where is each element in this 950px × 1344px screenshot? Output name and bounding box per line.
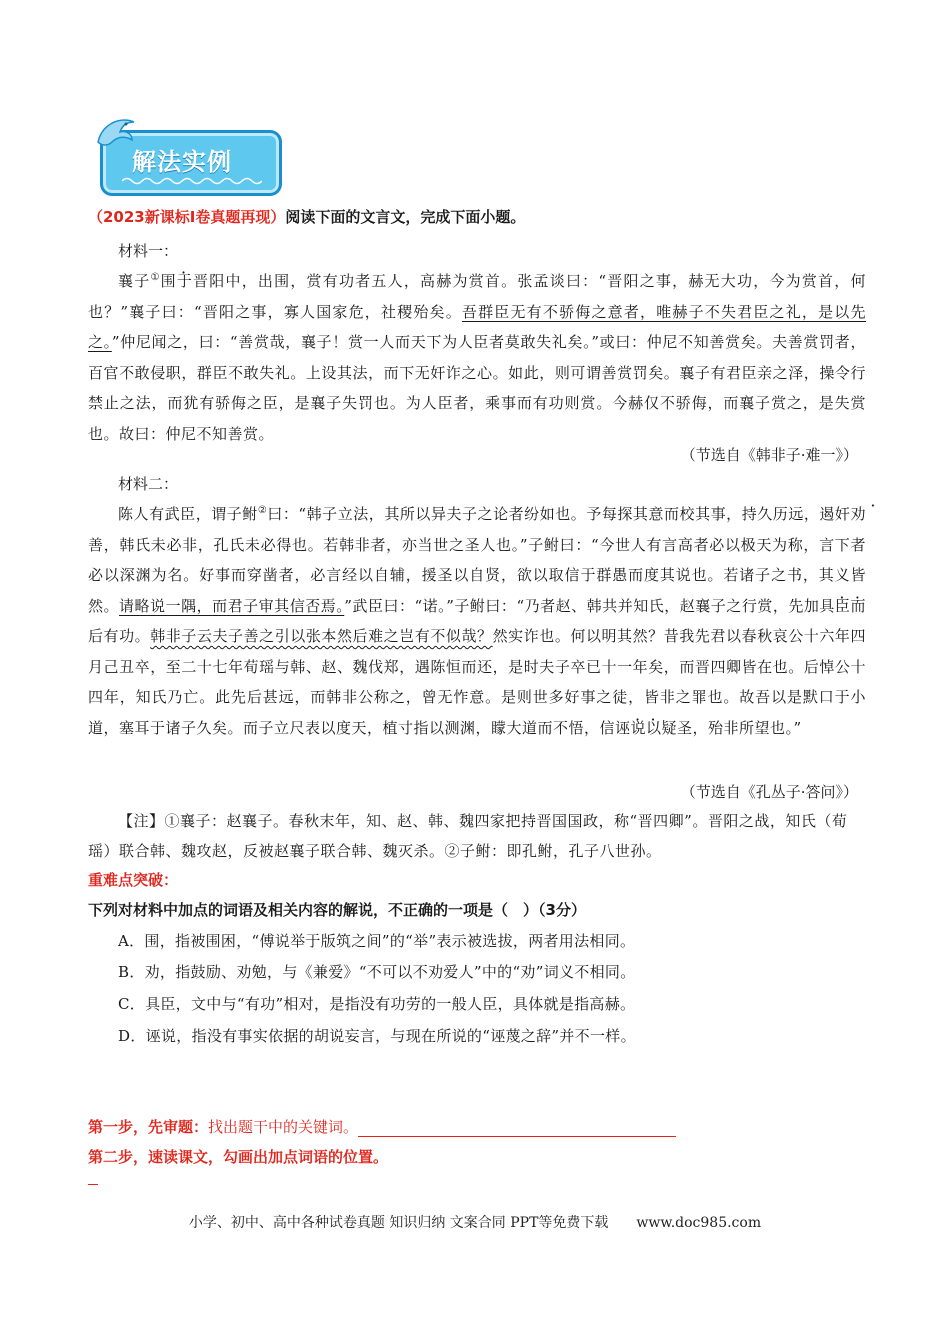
breakthrough-heading: 重难点突破：	[88, 871, 179, 889]
footer-text: 小学、初中、高中各种试卷真题 知识归纳 文案合同 PPT等免费下载 www.doc985.com	[188, 1215, 762, 1231]
note-marker-1: ①	[150, 272, 161, 283]
section-badge	[92, 112, 282, 192]
answer-blank-line[interactable]	[358, 1122, 676, 1137]
dotted-word-wu: 诬	[615, 718, 631, 737]
option-b: B．劝，指鼓励、劝勉，与《兼爱》“不可以不劝爱人”中的“劝”词义不相同。	[118, 963, 636, 981]
step-2: 第二步，速读课文，勾画出加点词语的位置。	[88, 1148, 389, 1166]
dotted-word-wei: 围	[160, 272, 177, 290]
underlined-sentence-1: 吾群臣无有不骄侮之意者，唯赫子不失君臣之礼，是以先之。	[88, 302, 866, 351]
underlined-sentence-2: 请略说一隅，而君子审其信否焉。	[119, 596, 345, 615]
dotted-word-shuo: 说	[630, 718, 647, 737]
step-1: 第一步，先审题：找出题干中的关键词。	[88, 1116, 676, 1137]
option-c: C．具臣，文中与“有功”相对，是指没有功劳的一般人臣，具体就是指高赫。	[118, 995, 636, 1013]
material2-label: 材料二：	[118, 475, 179, 493]
badge-title: 解法实例	[132, 148, 232, 176]
option-a: A．围，指被围困，“傅说举于版筑之间”的“举”表示被选拔，两者用法相同。	[118, 932, 636, 950]
annotation-note: 【注】①襄子：赵襄子。春秋末年，知、赵、韩、魏四家把持晋国国政，称“晋四卿”。晋阳之战，知氏（荀瑶）联合韩、魏攻赵，反被赵襄子联合韩、魏灭杀。②子鲋：即孔鲋，孔子八世孙。	[88, 812, 848, 860]
wavy-underlined-sentence: 韩非子云夫子善之引以张本然后难之岂有不似哉？	[150, 627, 493, 645]
material2-text: 陈人有武臣，谓子鲋②曰：“韩子立法，其所以异夫子之论者纷如也。予每探其意而校其事，持久历远，遏奸劝善，韩氏未必非，孔氏未必得也。若韩非者，亦当世之圣人也。”子鲋曰：“今世人有言高者必以极天为称，言下者必以深渊为名。好事而穿凿者，必言经以自辅，援圣以自贤，欲以取信于群愚而度其说也。若诸子之书，其义皆然。请略说一隅，而君子审其信否焉。”武臣曰：“诺。”子鲋曰：“乃者赵、韩共并知氏，赵襄子之行赏，先加具臣而后有功。韩非子云夫子善之引以张本然后难之岂有不似哉？然实诈也。何以明其然？昔我先君以春秋哀公十六年四月己丑卒，至二十七年荀瑶与韩、赵、魏伐郑，遇陈恒而还，是时夫子卒已十一年矣，而晋四卿皆在也。后悼公十四年，知氏乃亡。此先后甚远，而韩非公称之，曾无怍意。是则世多好事之徒，皆非之罪也。故吾以是默口于小道，塞耳于诸子久矣。而子立尺表以度天，植寸指以测渊，矇大道而不悟，信诬说以疑圣，殆非所望也。”	[88, 505, 866, 737]
material2-source: （节选自《孔丛子·答问》）	[680, 783, 858, 801]
intro-line	[88, 206, 866, 227]
material1-source: （节选自《韩非子·难一》）	[680, 446, 858, 464]
note-marker-2: ②	[257, 505, 268, 516]
intro-tag: （2023新课标I卷真题再现）	[88, 208, 286, 226]
question-stem: 下列对材料中加点的词语及相关内容的解说，不正确的一项是（ ）（3分）	[88, 901, 586, 919]
dotted-word-quan: 劝	[850, 505, 866, 523]
wave-decoration	[122, 176, 262, 186]
dotted-word-chen: 臣	[834, 596, 851, 615]
intro-text: 阅读下面的文言文，完成下面小题。	[285, 208, 526, 226]
material1-text: 襄子①围于晋阳中，出围，赏有功者五人，高赫为赏首。张孟谈曰：“晋阳之事，赫无大功，今为赏首，何也？”襄子曰：“晋阳之事，寡人国家危，社稷殆矣。吾群臣无有不骄侮之意者，唯赫子不失君臣之礼，是以先之。”仲尼闻之，曰：“善赏哉，襄子！赏一人而天下为人臣者莫敢失礼矣。”或曰：仲尼不知善赏矣。夫善赏罚者，百官不敢侵职，群臣不敢失礼。上设其法，而下无奸诈之心。如此，则可谓善赏罚矣。襄子有君臣亲之泽，操令行禁止之法，而犹有骄侮之臣，是襄子失罚也。为人臣者，乘事而有功则赏。今赫仅不骄侮，而襄子赏之，是失赏也。故曰：仲尼不知善赏。	[88, 272, 866, 443]
dotted-word-ju: 具	[819, 596, 835, 615]
red-dash-mark	[88, 1184, 98, 1185]
material1-label: 材料一：	[118, 242, 179, 260]
option-d: D．诬说，指没有事实依据的胡说妄言，与现在所说的“诬蔑之辞”并不一样。	[118, 1027, 636, 1045]
